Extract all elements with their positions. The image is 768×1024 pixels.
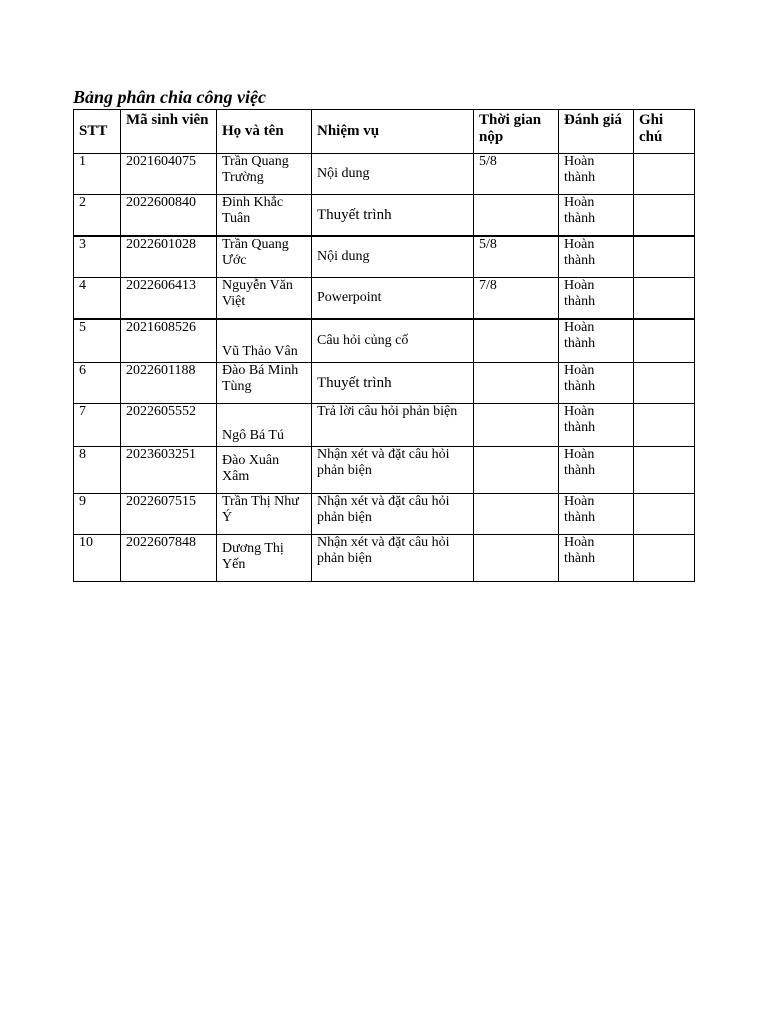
cell-note [634, 154, 695, 195]
cell-student-id: 2022605552 [121, 404, 217, 447]
cell-evaluation: Hoàn thành [559, 363, 634, 404]
cell-stt: 1 [74, 154, 121, 195]
cell-task: Thuyết trình [312, 363, 474, 404]
cell-note [634, 494, 695, 535]
cell-note [634, 319, 695, 363]
cell-name: Trần Quang Ước [217, 236, 312, 278]
cell-note [634, 195, 695, 237]
cell-evaluation: Hoàn thành [559, 404, 634, 447]
cell-evaluation: Hoàn thành [559, 195, 634, 237]
cell-time [474, 494, 559, 535]
cell-student-id: 2022606413 [121, 278, 217, 320]
table-row [74, 195, 695, 237]
cell-note [634, 535, 695, 582]
cell-name: Vũ Thảo Vân [217, 319, 312, 363]
cell-stt: 7 [74, 404, 121, 447]
cell-name: Đào Bá Minh Tùng [217, 363, 312, 404]
header-name: Họ và tên [217, 110, 312, 154]
cell-stt: 6 [74, 363, 121, 404]
table-row [74, 236, 695, 278]
cell-task: Trả lời câu hỏi phản biện [312, 404, 474, 447]
cell-time [474, 404, 559, 447]
cell-note [634, 278, 695, 320]
table-row [74, 447, 695, 494]
table-row [74, 319, 695, 363]
cell-name: Đinh Khắc Tuân [217, 195, 312, 237]
cell-note [634, 236, 695, 278]
table-row [74, 278, 695, 320]
cell-note [634, 363, 695, 404]
cell-evaluation: Hoàn thành [559, 236, 634, 278]
task-assignment-table [73, 109, 695, 582]
cell-task: Nhận xét và đặt câu hỏi phản biện [312, 535, 474, 582]
table-row [74, 404, 695, 447]
cell-stt: 3 [74, 236, 121, 278]
cell-time [474, 363, 559, 404]
cell-time: 7/8 [474, 278, 559, 320]
cell-time [474, 535, 559, 582]
cell-stt: 2 [74, 195, 121, 237]
cell-note [634, 404, 695, 447]
header-row [74, 110, 695, 154]
header-student-id: Mã sinh viên [121, 110, 217, 154]
table-row [74, 494, 695, 535]
header-time: Thời gian nộp [474, 110, 559, 154]
table-row [74, 363, 695, 404]
cell-time: 5/8 [474, 236, 559, 278]
cell-task: Nhận xét và đặt câu hỏi phản biện [312, 494, 474, 535]
table-row [74, 154, 695, 195]
table-row [74, 535, 695, 582]
header-task: Nhiệm vụ [312, 110, 474, 154]
cell-student-id: 2021604075 [121, 154, 217, 195]
cell-stt: 8 [74, 447, 121, 494]
cell-name: Dương Thị Yến [217, 535, 312, 582]
cell-student-id: 2023603251 [121, 447, 217, 494]
cell-evaluation: Hoàn thành [559, 319, 634, 363]
cell-task: Nội dung [312, 154, 474, 195]
cell-stt: 9 [74, 494, 121, 535]
cell-student-id: 2022601188 [121, 363, 217, 404]
cell-evaluation: Hoàn thành [559, 447, 634, 494]
cell-time [474, 319, 559, 363]
cell-evaluation: Hoàn thành [559, 494, 634, 535]
cell-note [634, 447, 695, 494]
header-evaluation: Đánh giá [559, 110, 634, 154]
cell-stt: 10 [74, 535, 121, 582]
cell-evaluation: Hoàn thành [559, 154, 634, 195]
cell-evaluation: Hoàn thành [559, 278, 634, 320]
cell-student-id: 2021608526 [121, 319, 217, 363]
cell-stt: 5 [74, 319, 121, 363]
cell-stt: 4 [74, 278, 121, 320]
header-stt: STT [74, 110, 121, 154]
cell-time [474, 447, 559, 494]
cell-student-id: 2022607515 [121, 494, 217, 535]
cell-name: Trần Thị Như Ý [217, 494, 312, 535]
header-note: Ghi chú [634, 110, 695, 154]
cell-task: Nhận xét và đặt câu hỏi phản biện [312, 447, 474, 494]
cell-evaluation: Hoàn thành [559, 535, 634, 582]
cell-time [474, 195, 559, 237]
cell-task: Thuyết trình [312, 195, 474, 237]
cell-name: Trần Quang Trường [217, 154, 312, 195]
cell-student-id: 2022600840 [121, 195, 217, 237]
cell-task: Nội dung [312, 236, 474, 278]
cell-name: Nguyễn Văn Việt [217, 278, 312, 320]
cell-task: Powerpoint [312, 278, 474, 320]
cell-name: Đào Xuân Xâm [217, 447, 312, 494]
page-title: Bảng phân chia công việc [73, 87, 267, 107]
cell-student-id: 2022601028 [121, 236, 217, 278]
cell-task: Câu hỏi củng cố [312, 319, 474, 363]
cell-name: Ngô Bá Tú [217, 404, 312, 447]
cell-time: 5/8 [474, 154, 559, 195]
cell-student-id: 2022607848 [121, 535, 217, 582]
